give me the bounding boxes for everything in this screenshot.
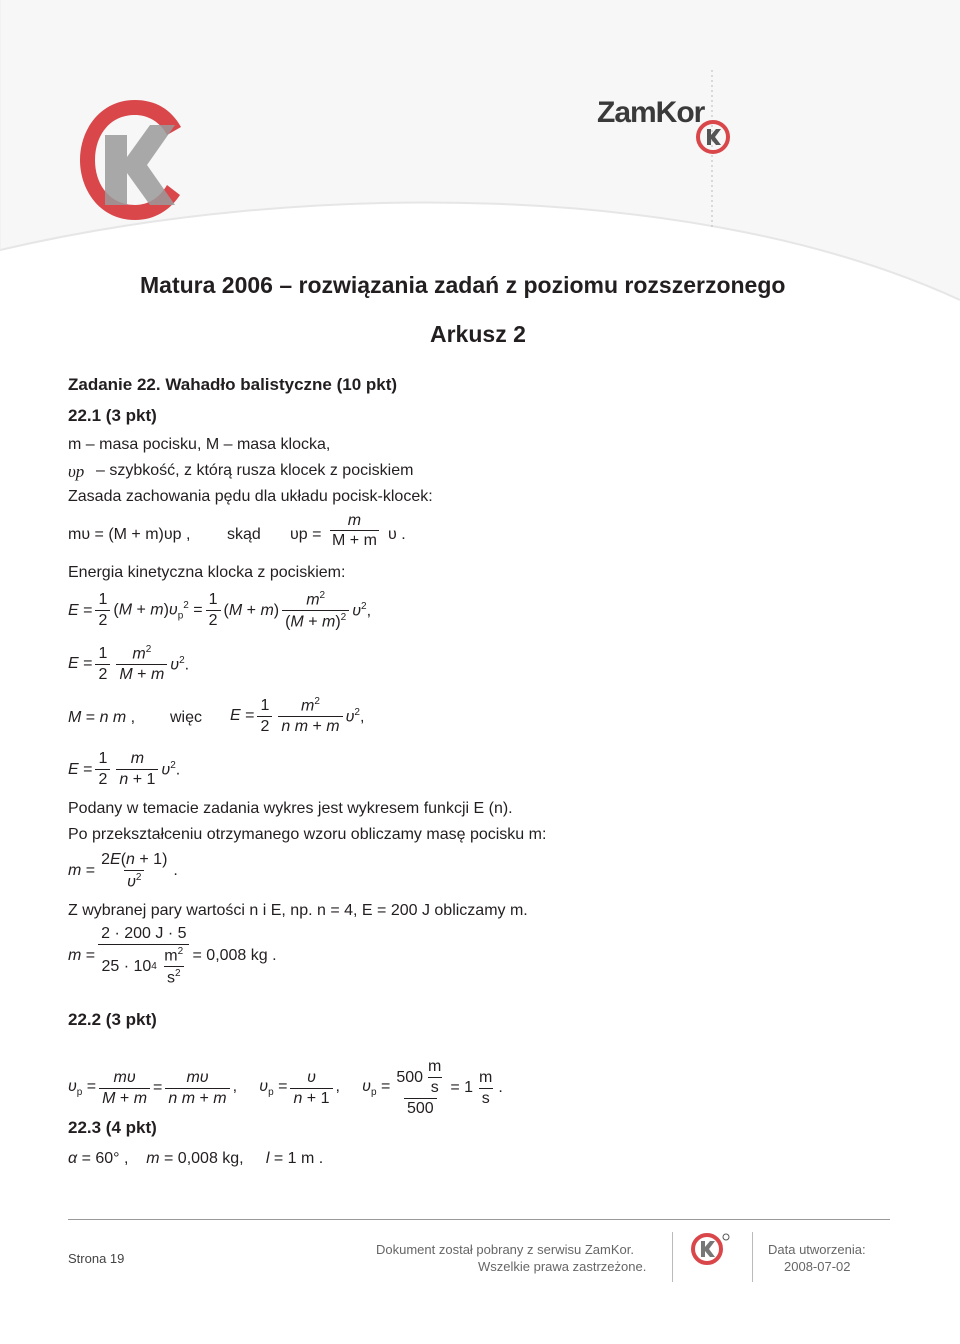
part-3-heading: 22.3 (4 pkt): [68, 1118, 157, 1137]
footer-separator-left: [672, 1232, 673, 1282]
equation-momentum-left: mυ = (M + m)υp ,: [68, 526, 191, 543]
task-heading: Zadanie 22. Wahadło balistyczne (10 pkt): [68, 375, 398, 394]
fraction-numerator: m: [347, 512, 362, 529]
equation-momentum-tail: υ .: [388, 526, 406, 543]
equation-substitution-right: E = $\frac{1}{2}$ $\frac{m^2}{\text{n m + m}}$ $\upsilon^2$,: [230, 696, 365, 736]
graph-statement: Podany w temacie zadania wykres jest wykresem funkcji E (n).: [68, 800, 513, 817]
equation-velocity: $\upsilon_p$ = $\frac{m\upsilon}{M + m}$ = $\frac{m\upsilon}{\text{n m + m}}$ , $\upsilon_p$ = $\frac{\upsilon}{n + 1}$ , $\upsilon_p$ = 500 $\frac{m}{s}$ 500 = 1 $\frac{m}{s}$ .: [68, 1058, 503, 1117]
momentum-intro: Zasada zachowania pędu dla układu pocisk-klocek:: [68, 488, 433, 505]
transform-statement: Po przekształceniu otrzymanego wzoru obliczamy masę pocisku m:: [68, 826, 547, 843]
equation-substitution-left: M = n m ,: [68, 709, 136, 726]
equation-substitution-word: więc: [170, 709, 203, 726]
equation-energy-2: E = $\frac{1}{2}$ $\frac{m^2}{M + m}$ $\upsilon^2$.: [68, 644, 190, 684]
footer-separator-right: [752, 1232, 753, 1282]
equation-given: α = 60° , m = 0,008 kg, l = 1 m .: [68, 1150, 324, 1167]
brand-k-icon: [696, 120, 730, 154]
pair-statement: Z wybranej pary wartości n i E, np. n = 4, E = 200 J obliczamy m.: [68, 902, 528, 919]
page-number: Strona 19: [68, 1251, 125, 1266]
footer-k-logo: [690, 1232, 732, 1266]
equation-energy-1: E = $\frac{1}{2}$ $(M + m)\upsilon_p^2$ = $\frac{1}{2}$ (M + m) $\frac{m^2}{(M + m)^2}$ $\upsilon^2$,: [68, 590, 372, 631]
page-title: Matura 2006 – rozwiązania zadań z poziomu rozszerzonego: [140, 272, 786, 298]
energy-intro: Energia kinetyczna klocka z pociskiem:: [68, 564, 346, 581]
fraction-denominator: M + m: [332, 532, 377, 549]
definition-m: m – masa pocisku, M – masa klocka,: [68, 436, 331, 453]
equation-momentum-word: skąd: [227, 526, 261, 543]
footer-divider: [68, 1219, 890, 1220]
footer-rights: Wszelkie prawa zastrzeżone.: [478, 1259, 647, 1274]
equation-mass: m = $\frac{2E(n + 1)}{\upsilon^2}$ .: [68, 851, 178, 891]
equation-momentum-rhs: υp =: [290, 526, 322, 543]
footer-source: Dokument został pobrany z serwisu ZamKor.: [376, 1242, 634, 1257]
brand-name: ZamKor: [597, 96, 705, 129]
big-k-logo: [75, 95, 195, 225]
part-2-heading: 22.2 (3 pkt): [68, 1010, 157, 1029]
footer-created-label: Data utworzenia:: [768, 1242, 866, 1257]
definition-vp-symbol: υp: [68, 462, 85, 481]
footer-created-date: 2008-07-02: [784, 1259, 851, 1274]
definition-vp: – szybkość, z którą rusza klocek z pociskiem: [96, 462, 414, 479]
page-subtitle: Arkusz 2: [430, 321, 526, 347]
equation-mass-value: m = 2 · 200 J · 5 25 · 10 4 $\frac{m^2}{s^2}$ = 0,008 kg .: [68, 925, 277, 987]
part-1-heading: 22.1 (3 pkt): [68, 406, 157, 425]
equation-energy-3: E = $\frac{1}{2}$ $\frac{m}{n + 1}$ $\upsilon^2$.: [68, 750, 181, 788]
equation-momentum-fraction: [330, 512, 379, 550]
